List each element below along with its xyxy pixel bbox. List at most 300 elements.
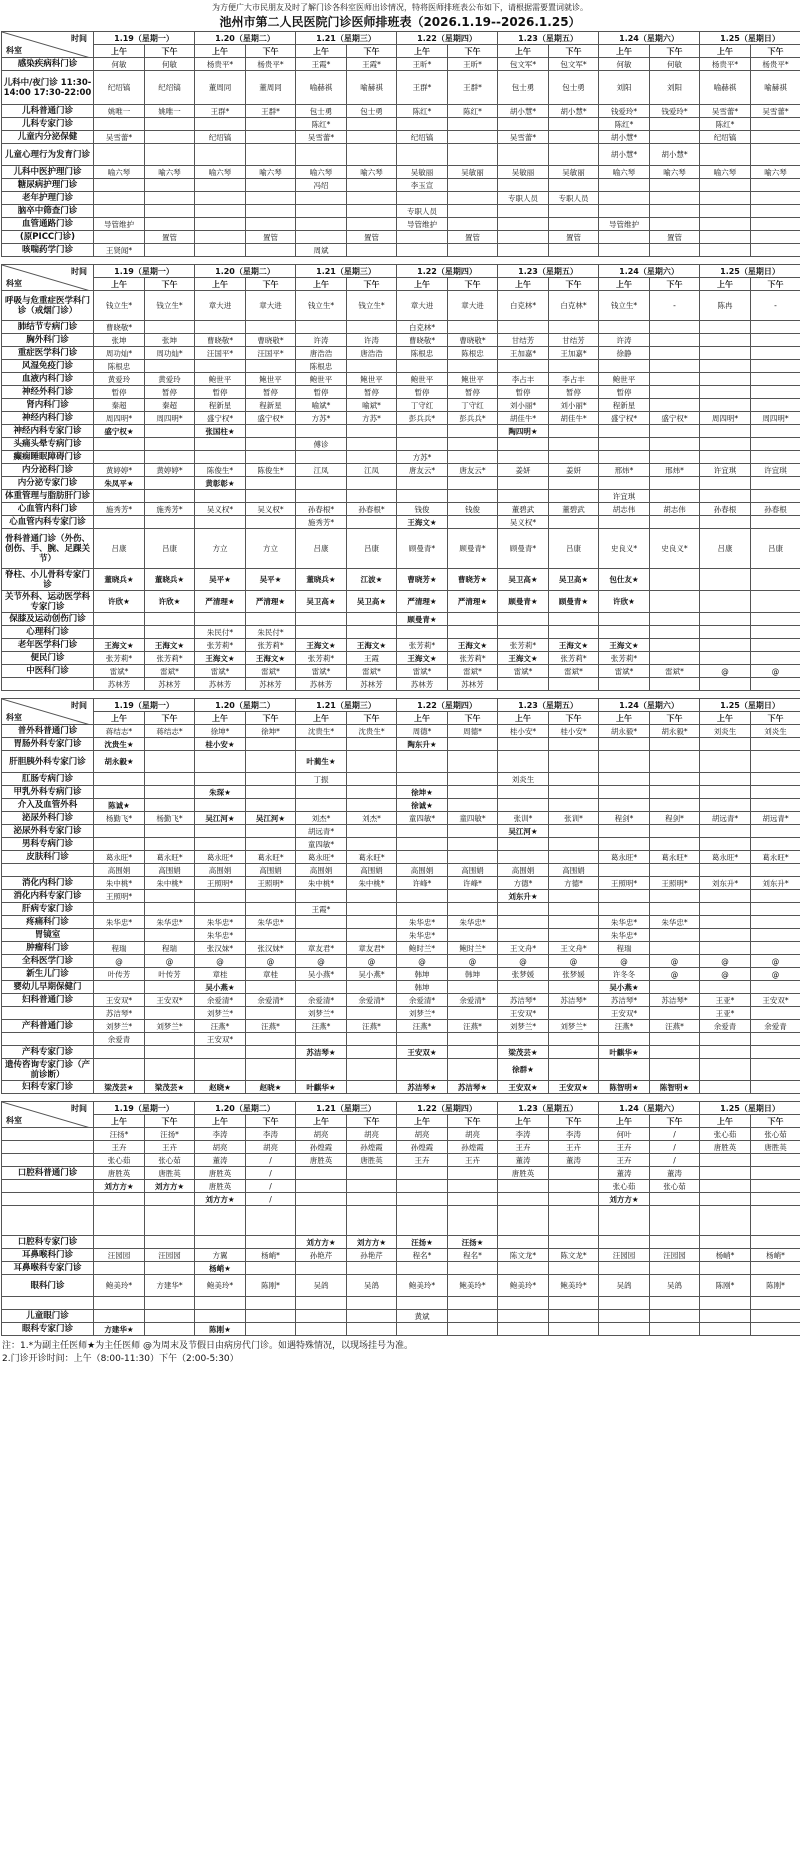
dept-name: 骨科普通门诊（外伤、创伤、手、腕、足踝关节） xyxy=(2,529,94,569)
table-row xyxy=(2,58,800,71)
doctor-cell: 童四敏* xyxy=(448,812,498,825)
doctor-cell xyxy=(751,1081,800,1094)
doctor-cell xyxy=(599,477,650,490)
doctor-cell xyxy=(195,118,246,131)
doctor-cell: 张汉妹* xyxy=(246,942,296,955)
doctor-cell xyxy=(296,205,347,218)
doctor-cell xyxy=(94,1193,145,1206)
doctor-cell: / xyxy=(246,1180,296,1193)
doctor-cell xyxy=(246,425,296,438)
doctor-cell xyxy=(195,751,246,773)
doctor-cell: 高围娟 xyxy=(448,864,498,877)
doctor-cell: 唐胜英 xyxy=(94,1167,145,1180)
pm-header: 下午 xyxy=(549,45,599,58)
day-header: 1.23（星期五） xyxy=(498,699,599,712)
doctor-cell: 王卉 xyxy=(94,1141,145,1154)
doctor-cell xyxy=(145,903,195,916)
doctor-cell: 张芳莉* xyxy=(448,652,498,665)
doctor-cell: 王群* xyxy=(397,71,448,105)
doctor-cell xyxy=(397,626,448,639)
doctor-cell xyxy=(347,1081,397,1094)
doctor-cell: 余爱清* xyxy=(397,994,448,1007)
dept-name: 妇科普通门诊 xyxy=(2,994,94,1007)
doctor-cell: 喻六琴 xyxy=(650,166,700,179)
dept-name: 关节外科、运动医学科专家门诊 xyxy=(2,591,94,613)
doctor-cell xyxy=(751,903,800,916)
table-row xyxy=(2,503,800,516)
doctor-cell: 孙艳芹 xyxy=(347,1249,397,1262)
doctor-cell: 葛永旺* xyxy=(700,851,751,864)
doctor-cell: 杨峭* xyxy=(700,1249,751,1262)
doctor-cell: 置管 xyxy=(448,231,498,244)
doctor-cell xyxy=(448,786,498,799)
doctor-cell: 鲍美玲* xyxy=(448,1275,498,1297)
doctor-cell xyxy=(246,360,296,373)
doctor-cell xyxy=(347,360,397,373)
dept-name: 儿科中医护理门诊 xyxy=(2,166,94,179)
doctor-cell: 吴小燕* xyxy=(296,968,347,981)
doctor-cell: @ xyxy=(700,955,751,968)
doctor-cell: 周斌 xyxy=(296,244,347,257)
table-row xyxy=(2,786,800,799)
doctor-cell: 王群* xyxy=(448,71,498,105)
doctor-cell: 蒋结志* xyxy=(145,725,195,738)
doctor-cell xyxy=(599,626,650,639)
doctor-cell: 蒋结志* xyxy=(94,725,145,738)
am-header: 上午 xyxy=(195,1115,246,1128)
table-row xyxy=(2,812,800,825)
doctor-cell: 胡小慧* xyxy=(498,105,549,118)
doctor-cell: 王群* xyxy=(246,105,296,118)
doctor-cell xyxy=(347,1007,397,1020)
doctor-cell xyxy=(145,981,195,994)
doctor-cell: 何叶 xyxy=(599,1128,650,1141)
doctor-cell: 张芳莉* xyxy=(195,639,246,652)
table-row xyxy=(2,916,800,929)
doctor-cell: 王海文★ xyxy=(397,652,448,665)
doctor-cell xyxy=(751,451,800,464)
doctor-cell xyxy=(549,838,599,851)
doctor-cell xyxy=(700,786,751,799)
dept-name: 泌尿外科专家门诊 xyxy=(2,825,94,838)
table-row xyxy=(2,942,800,955)
doctor-cell xyxy=(94,773,145,786)
doctor-cell xyxy=(448,751,498,773)
doctor-cell: 喻赫祺 xyxy=(700,71,751,105)
doctor-cell: 周四明* xyxy=(751,412,800,425)
dept-name: 遗传咨询专家门诊（产前诊断） xyxy=(2,1059,94,1081)
doctor-cell: 刘杰* xyxy=(347,812,397,825)
doctor-cell: 何敏 xyxy=(94,58,145,71)
doctor-cell: 徐坤★ xyxy=(397,786,448,799)
day-header: 1.25（星期日） xyxy=(700,265,800,278)
corner-left-label: 科室 xyxy=(6,279,22,288)
doctor-cell xyxy=(246,929,296,942)
doctor-cell: 雷斌* xyxy=(448,665,498,678)
schedule-table xyxy=(1,31,800,257)
doctor-cell xyxy=(751,751,800,773)
doctor-cell: 章大进 xyxy=(195,291,246,321)
dept-name: 新生儿门诊 xyxy=(2,968,94,981)
doctor-cell xyxy=(94,192,145,205)
doctor-cell xyxy=(700,399,751,412)
doctor-cell xyxy=(347,1059,397,1081)
doctor-cell xyxy=(246,516,296,529)
doctor-cell: 高围娟 xyxy=(549,864,599,877)
doctor-cell xyxy=(145,825,195,838)
doctor-cell: 章友君* xyxy=(347,942,397,955)
doctor-cell: 王卉 xyxy=(145,1141,195,1154)
dept-name: 便民门诊 xyxy=(2,652,94,665)
doctor-cell: 葛永旺* xyxy=(195,851,246,864)
doctor-cell: 李涛 xyxy=(549,1128,599,1141)
dept-name: 中医科门诊 xyxy=(2,665,94,678)
doctor-cell xyxy=(751,516,800,529)
dept-name: 内分泌专家门诊 xyxy=(2,477,94,490)
doctor-cell xyxy=(195,360,246,373)
doctor-cell: @ xyxy=(448,955,498,968)
doctor-cell: 严清理★ xyxy=(195,591,246,613)
doctor-cell: 顾曼青★ xyxy=(498,591,549,613)
doctor-cell: 钱立生* xyxy=(145,291,195,321)
doctor-cell xyxy=(94,929,145,942)
table-row xyxy=(2,877,800,890)
doctor-cell xyxy=(751,799,800,812)
doctor-cell xyxy=(296,192,347,205)
doctor-cell xyxy=(549,131,599,144)
doctor-cell xyxy=(549,1310,599,1323)
doctor-cell: 唐胜英 xyxy=(145,1167,195,1180)
doctor-cell: 陈根忠 xyxy=(397,347,448,360)
doctor-cell: 程瑞 xyxy=(94,942,145,955)
doctor-cell xyxy=(145,1033,195,1046)
doctor-cell xyxy=(296,890,347,903)
table-row xyxy=(2,166,800,179)
day-header: 1.19（星期一） xyxy=(94,1102,195,1115)
doctor-cell xyxy=(650,244,700,257)
day-header: 1.20（星期二） xyxy=(195,1102,296,1115)
doctor-cell: 吴平★ xyxy=(195,569,246,591)
doctor-cell xyxy=(448,144,498,166)
doctor-cell: 张汉妹* xyxy=(195,942,246,955)
doctor-cell: 许涛 xyxy=(347,334,397,347)
doctor-cell xyxy=(145,1007,195,1020)
doctor-cell: 胡远青* xyxy=(700,812,751,825)
doctor-cell: 鲍美玲* xyxy=(549,1275,599,1297)
doctor-cell: 刘方方★ xyxy=(94,1180,145,1193)
dept-name: 神经内科专家门诊 xyxy=(2,425,94,438)
doctor-cell: 胡亮 xyxy=(246,1141,296,1154)
doctor-cell: / xyxy=(246,1193,296,1206)
pm-header: 下午 xyxy=(650,45,700,58)
doctor-cell xyxy=(549,1007,599,1020)
doctor-cell: 唐友云* xyxy=(448,464,498,477)
doctor-cell xyxy=(549,1180,599,1193)
doctor-cell xyxy=(650,786,700,799)
doctor-cell: 朱华忠* xyxy=(397,916,448,929)
doctor-cell xyxy=(700,929,751,942)
doctor-cell xyxy=(599,838,650,851)
doctor-cell xyxy=(700,1081,751,1094)
doctor-cell xyxy=(650,399,700,412)
doctor-cell xyxy=(549,516,599,529)
pm-header: 下午 xyxy=(549,1115,599,1128)
doctor-cell xyxy=(650,825,700,838)
doctor-cell xyxy=(599,1033,650,1046)
doctor-cell xyxy=(700,1059,751,1081)
doctor-cell: 高围娟 xyxy=(498,864,549,877)
doctor-cell xyxy=(246,1206,296,1236)
doctor-cell xyxy=(296,1323,347,1336)
doctor-cell: 雷斌* xyxy=(549,665,599,678)
doctor-cell xyxy=(448,1167,498,1180)
doctor-cell: 鲍美玲* xyxy=(397,1275,448,1297)
am-header: 上午 xyxy=(397,45,448,58)
doctor-cell xyxy=(751,1059,800,1081)
doctor-cell xyxy=(448,1262,498,1275)
doctor-cell: 孙煌霞 xyxy=(347,1141,397,1154)
doctor-cell xyxy=(397,1180,448,1193)
doctor-cell: 朱华忠* xyxy=(94,916,145,929)
doctor-cell xyxy=(751,1206,800,1236)
day-header: 1.19（星期一） xyxy=(94,265,195,278)
doctor-cell: 吴江河★ xyxy=(195,812,246,825)
dept-name: 儿科中/夜门诊 11:30-14:00 17:30-22:00 xyxy=(2,71,94,105)
doctor-cell: 程瑞 xyxy=(599,942,650,955)
doctor-cell xyxy=(397,1193,448,1206)
am-header: 上午 xyxy=(94,712,145,725)
doctor-cell xyxy=(650,942,700,955)
doctor-cell: 秦超 xyxy=(145,399,195,412)
doctor-cell: 王文舟* xyxy=(498,942,549,955)
doctor-cell: 张国柱★ xyxy=(195,425,246,438)
corner-left-label: 科室 xyxy=(6,46,22,55)
doctor-cell: 童四敏* xyxy=(397,812,448,825)
table-row xyxy=(2,71,800,105)
day-header: 1.21（星期三） xyxy=(296,32,397,45)
doctor-cell: 周德* xyxy=(397,725,448,738)
doctor-cell xyxy=(94,516,145,529)
dept-name: 头痛头晕专病门诊 xyxy=(2,438,94,451)
doctor-cell xyxy=(751,569,800,591)
pm-header: 下午 xyxy=(751,712,800,725)
doctor-cell: 葛永旺* xyxy=(751,851,800,864)
table-row xyxy=(2,626,800,639)
doctor-cell xyxy=(700,1193,751,1206)
doctor-cell: 王文舟* xyxy=(549,942,599,955)
doctor-cell: 高围娟 xyxy=(145,864,195,877)
doctor-cell xyxy=(246,903,296,916)
doctor-cell xyxy=(94,1206,145,1236)
doctor-cell xyxy=(195,1206,246,1236)
doctor-cell xyxy=(700,205,751,218)
doctor-cell: 王照明* xyxy=(94,890,145,903)
dept-name: 口腔科普通门诊 xyxy=(2,1167,94,1180)
doctor-cell: 许冬冬 xyxy=(599,968,650,981)
pm-header: 下午 xyxy=(448,278,498,291)
doctor-cell xyxy=(498,678,549,691)
doctor-cell: 王海文★ xyxy=(347,639,397,652)
doctor-cell: 余爱清* xyxy=(448,994,498,1007)
doctor-cell xyxy=(145,890,195,903)
doctor-cell xyxy=(498,144,549,166)
doctor-cell xyxy=(296,1262,347,1275)
doctor-cell: 甘结芳 xyxy=(549,334,599,347)
doctor-cell xyxy=(347,490,397,503)
doctor-cell xyxy=(498,738,549,751)
doctor-cell: 吴义权* xyxy=(246,503,296,516)
doctor-cell: 喻六琴 xyxy=(296,166,347,179)
doctor-cell xyxy=(751,438,800,451)
doctor-cell xyxy=(448,1180,498,1193)
doctor-cell: 朱民付* xyxy=(246,626,296,639)
doctor-cell: 王照明* xyxy=(195,877,246,890)
doctor-cell: 吴雪蕾* xyxy=(751,105,800,118)
doctor-cell: 鲍世平 xyxy=(448,373,498,386)
doctor-cell xyxy=(751,1310,800,1323)
doctor-cell xyxy=(650,118,700,131)
doctor-cell: 叶传芳 xyxy=(94,968,145,981)
doctor-cell: 冯绍 xyxy=(296,179,347,192)
doctor-cell xyxy=(397,773,448,786)
doctor-cell: 汪燕* xyxy=(246,1020,296,1033)
doctor-cell: 叶传芳 xyxy=(145,968,195,981)
day-header: 1.24（星期六） xyxy=(599,32,700,45)
pm-header: 下午 xyxy=(145,278,195,291)
dept-name: 呼吸与危重症医学科门诊（戒烟门诊） xyxy=(2,291,94,321)
dept-name: 风湿免疫门诊 xyxy=(2,360,94,373)
doctor-cell xyxy=(650,864,700,877)
doctor-cell xyxy=(549,1059,599,1081)
doctor-cell xyxy=(498,438,549,451)
pm-header: 下午 xyxy=(448,712,498,725)
doctor-cell: 胡志伟 xyxy=(599,503,650,516)
doctor-cell: 董碧武 xyxy=(498,503,549,516)
doctor-cell: 吴江河★ xyxy=(498,825,549,838)
doctor-cell xyxy=(498,451,549,464)
doctor-cell xyxy=(599,451,650,464)
doctor-cell: 方德* xyxy=(549,877,599,890)
doctor-cell: 暂停 xyxy=(246,386,296,399)
doctor-cell xyxy=(650,591,700,613)
day-header: 1.23（星期五） xyxy=(498,265,599,278)
doctor-cell xyxy=(751,929,800,942)
table-corner xyxy=(2,32,94,58)
doctor-cell xyxy=(246,1310,296,1323)
doctor-cell: 许涛 xyxy=(296,334,347,347)
doctor-cell: 黄爱玲 xyxy=(94,373,145,386)
doctor-cell xyxy=(498,916,549,929)
doctor-cell xyxy=(296,451,347,464)
doctor-cell: 程新星 xyxy=(246,399,296,412)
dept-name xyxy=(2,1180,94,1193)
doctor-cell: 张芳莉* xyxy=(498,639,549,652)
doctor-cell xyxy=(700,1180,751,1193)
doctor-cell xyxy=(296,321,347,334)
dept-name: 肛肠专病门诊 xyxy=(2,773,94,786)
doctor-cell xyxy=(296,626,347,639)
doctor-cell: 鲍美玲* xyxy=(498,1275,549,1297)
doctor-cell xyxy=(145,1297,195,1310)
doctor-cell: 高围娟 xyxy=(195,864,246,877)
doctor-cell: 苏洁琴★ xyxy=(296,1046,347,1059)
doctor-cell xyxy=(296,477,347,490)
doctor-cell: 许涛 xyxy=(599,334,650,347)
doctor-cell: 包仕友★ xyxy=(599,569,650,591)
doctor-cell: 许峰* xyxy=(397,877,448,890)
table-row xyxy=(2,1046,800,1059)
doctor-cell xyxy=(397,1167,448,1180)
doctor-cell: 置管 xyxy=(145,231,195,244)
doctor-cell: 刘炎生 xyxy=(700,725,751,738)
doctor-cell xyxy=(751,144,800,166)
doctor-cell: 方苏* xyxy=(397,451,448,464)
doctor-cell xyxy=(347,218,397,231)
doctor-cell xyxy=(347,144,397,166)
doctor-cell xyxy=(246,1323,296,1336)
doctor-cell: 江波★ xyxy=(347,569,397,591)
doctor-cell: 程新星 xyxy=(195,399,246,412)
doctor-cell xyxy=(700,321,751,334)
doctor-cell xyxy=(448,321,498,334)
doctor-cell: 葛永旺* xyxy=(347,851,397,864)
doctor-cell xyxy=(145,1059,195,1081)
am-header: 上午 xyxy=(498,45,549,58)
dept-name: 肺结节专病门诊 xyxy=(2,321,94,334)
doctor-cell: 余爱青 xyxy=(700,1020,751,1033)
table-row xyxy=(2,516,800,529)
day-header: 1.22（星期四） xyxy=(397,265,498,278)
doctor-cell xyxy=(145,477,195,490)
doctor-cell: 置管 xyxy=(650,231,700,244)
doctor-cell: 王卉 xyxy=(498,1141,549,1154)
doctor-cell: 喻六琴 xyxy=(751,166,800,179)
doctor-cell xyxy=(498,1180,549,1193)
doctor-cell: 置管 xyxy=(246,231,296,244)
doctor-cell: 许欣★ xyxy=(599,591,650,613)
am-header: 上午 xyxy=(599,278,650,291)
doctor-cell xyxy=(195,205,246,218)
doctor-cell xyxy=(751,179,800,192)
pm-header: 下午 xyxy=(347,1115,397,1128)
doctor-cell: 余爱清* xyxy=(246,994,296,1007)
doctor-cell xyxy=(347,1193,397,1206)
doctor-cell xyxy=(145,118,195,131)
doctor-cell xyxy=(448,244,498,257)
doctor-cell xyxy=(599,903,650,916)
doctor-cell xyxy=(751,1323,800,1336)
doctor-cell: 余爱青 xyxy=(751,1020,800,1033)
doctor-cell xyxy=(195,1236,246,1249)
doctor-cell: 许欣★ xyxy=(145,591,195,613)
doctor-cell: 朱华忠* xyxy=(195,916,246,929)
dept-name: 血液内科门诊 xyxy=(2,373,94,386)
doctor-cell xyxy=(700,1262,751,1275)
doctor-cell: 王昕* xyxy=(448,58,498,71)
doctor-cell: 汪燕* xyxy=(650,1020,700,1033)
dept-name xyxy=(2,1206,94,1236)
doctor-cell: 吴小燕★ xyxy=(195,981,246,994)
doctor-cell xyxy=(448,626,498,639)
doctor-cell: 白克林* xyxy=(498,291,549,321)
doctor-cell: 喻斌* xyxy=(296,399,347,412)
doctor-cell xyxy=(347,179,397,192)
doctor-cell: 吴卫高★ xyxy=(347,591,397,613)
doctor-cell: 汪园园 xyxy=(94,1249,145,1262)
doctor-cell: 徐坤* xyxy=(246,725,296,738)
doctor-cell: 沈贵生* xyxy=(296,725,347,738)
doctor-cell: 雷斌* xyxy=(195,665,246,678)
